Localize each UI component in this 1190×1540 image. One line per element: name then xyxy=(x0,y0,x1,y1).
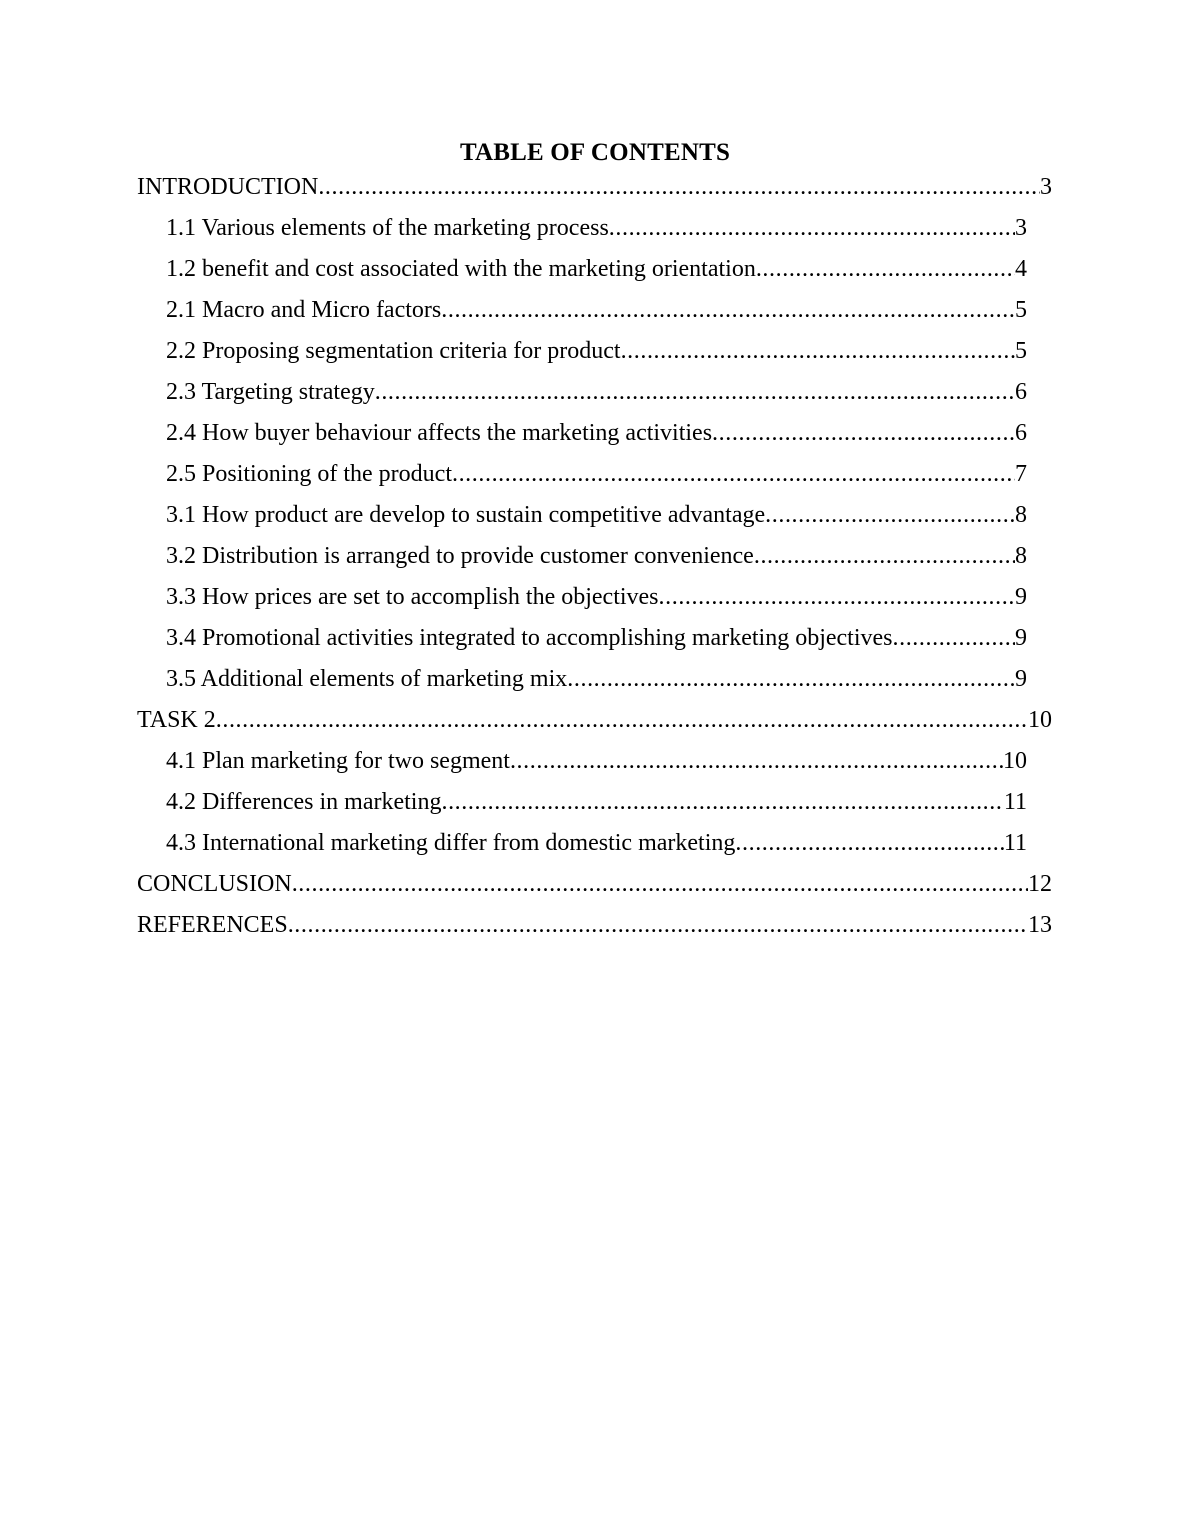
toc-entry-page-number: 9 xyxy=(1015,584,1027,610)
toc-entry[interactable] xyxy=(0,495,1190,536)
toc-entry-page-number: 5 xyxy=(1015,338,1027,364)
toc-dot-leader xyxy=(567,667,1015,691)
toc-dot-leader xyxy=(292,872,1028,896)
toc-dot-leader xyxy=(375,380,1015,404)
toc-entry-label: INTRODUCTION xyxy=(137,174,319,200)
toc-entry[interactable] xyxy=(0,659,1190,700)
toc-dot-leader xyxy=(621,339,1015,363)
toc-dot-leader xyxy=(318,175,1040,199)
toc-entry-label: 4.1 Plan marketing for two segment xyxy=(166,748,510,774)
toc-dot-leader xyxy=(735,831,1004,855)
toc-entry[interactable] xyxy=(0,782,1190,823)
toc-entry-label: 3.1 How product are develop to sustain competitive advantage xyxy=(166,502,766,528)
toc-entry[interactable] xyxy=(0,618,1190,659)
toc-dot-leader xyxy=(609,216,1015,240)
toc-entry-label: 1.2 benefit and cost associated with the marketing orientation xyxy=(166,256,756,282)
toc-entry[interactable] xyxy=(0,167,1190,208)
toc-entry[interactable] xyxy=(0,372,1190,413)
toc-entry-label: 3.3 How prices are set to accomplish the objectives xyxy=(166,584,659,610)
toc-entry-label: REFERENCES xyxy=(137,912,288,938)
toc-entry[interactable] xyxy=(0,536,1190,577)
toc-entry-page-number: 10 xyxy=(1028,707,1052,733)
toc-entry-page-number: 12 xyxy=(1028,871,1052,897)
toc-entry-page-number: 6 xyxy=(1015,420,1027,446)
toc-dot-leader xyxy=(756,257,1015,281)
toc-entry-label: 2.3 Targeting strategy xyxy=(166,379,375,405)
toc-entry[interactable] xyxy=(0,331,1190,372)
toc-entry-label: 2.5 Positioning of the product xyxy=(166,461,452,487)
toc-entry-label: 2.4 How buyer behaviour affects the marketing activities xyxy=(166,420,713,446)
toc-entry-label: 3.5 Additional elements of marketing mix xyxy=(166,666,568,692)
page-title: TABLE OF CONTENTS xyxy=(459,139,731,166)
toc-entry[interactable] xyxy=(0,577,1190,618)
toc-entry-page-number: 11 xyxy=(1003,830,1027,856)
toc-entry-label: 3.2 Distribution is arranged to provide customer convenience xyxy=(166,543,754,569)
table-of-contents-list xyxy=(0,167,1190,946)
toc-entry-page-number: 7 xyxy=(1015,461,1027,487)
toc-entry[interactable] xyxy=(0,905,1190,946)
toc-entry[interactable] xyxy=(0,290,1190,331)
toc-entry[interactable] xyxy=(0,700,1190,741)
toc-dot-leader xyxy=(441,790,1003,814)
toc-entry-page-number: 8 xyxy=(1015,543,1027,569)
toc-entry[interactable] xyxy=(0,823,1190,864)
toc-entry-page-number: 10 xyxy=(1003,748,1027,774)
toc-dot-leader xyxy=(765,503,1015,527)
toc-entry-page-number: 9 xyxy=(1015,666,1027,692)
toc-entry-label: CONCLUSION xyxy=(137,871,292,897)
toc-dot-leader xyxy=(893,626,1016,650)
toc-dot-leader xyxy=(510,749,1003,773)
toc-entry-label: 1.1 Various elements of the marketing process xyxy=(166,215,609,241)
toc-entry-page-number: 3 xyxy=(1015,215,1027,241)
toc-entry-label: 3.4 Promotional activities integrated to accomplishing marketing objectives xyxy=(166,625,893,651)
toc-dot-leader xyxy=(712,421,1015,445)
toc-entry-label: 4.3 International marketing differ from domestic marketing xyxy=(166,830,736,856)
toc-entry-page-number: 3 xyxy=(1040,174,1052,200)
toc-entry-label: 2.1 Macro and Micro factors xyxy=(166,297,442,323)
toc-entry[interactable] xyxy=(0,864,1190,905)
toc-entry-page-number: 13 xyxy=(1028,912,1052,938)
toc-dot-leader xyxy=(659,585,1015,609)
toc-dot-leader xyxy=(216,708,1028,732)
toc-entry-label: 4.2 Differences in marketing xyxy=(166,789,442,815)
toc-dot-leader xyxy=(452,462,1015,486)
toc-entry-page-number: 6 xyxy=(1015,379,1027,405)
toc-dot-leader xyxy=(288,913,1028,937)
toc-entry-page-number: 5 xyxy=(1015,297,1027,323)
toc-entry-page-number: 11 xyxy=(1003,789,1027,815)
toc-dot-leader xyxy=(754,544,1015,568)
toc-dot-leader xyxy=(441,298,1015,322)
toc-entry-label: 2.2 Proposing segmentation criteria for product xyxy=(166,338,621,364)
toc-entry-page-number: 4 xyxy=(1015,256,1027,282)
toc-entry-label: TASK 2 xyxy=(137,707,216,733)
toc-entry[interactable] xyxy=(0,413,1190,454)
toc-entry-page-number: 8 xyxy=(1015,502,1027,528)
toc-entry[interactable] xyxy=(0,741,1190,782)
toc-entry[interactable] xyxy=(0,249,1190,290)
toc-entry[interactable] xyxy=(0,454,1190,495)
toc-entry[interactable] xyxy=(0,208,1190,249)
toc-entry-page-number: 9 xyxy=(1015,625,1027,651)
